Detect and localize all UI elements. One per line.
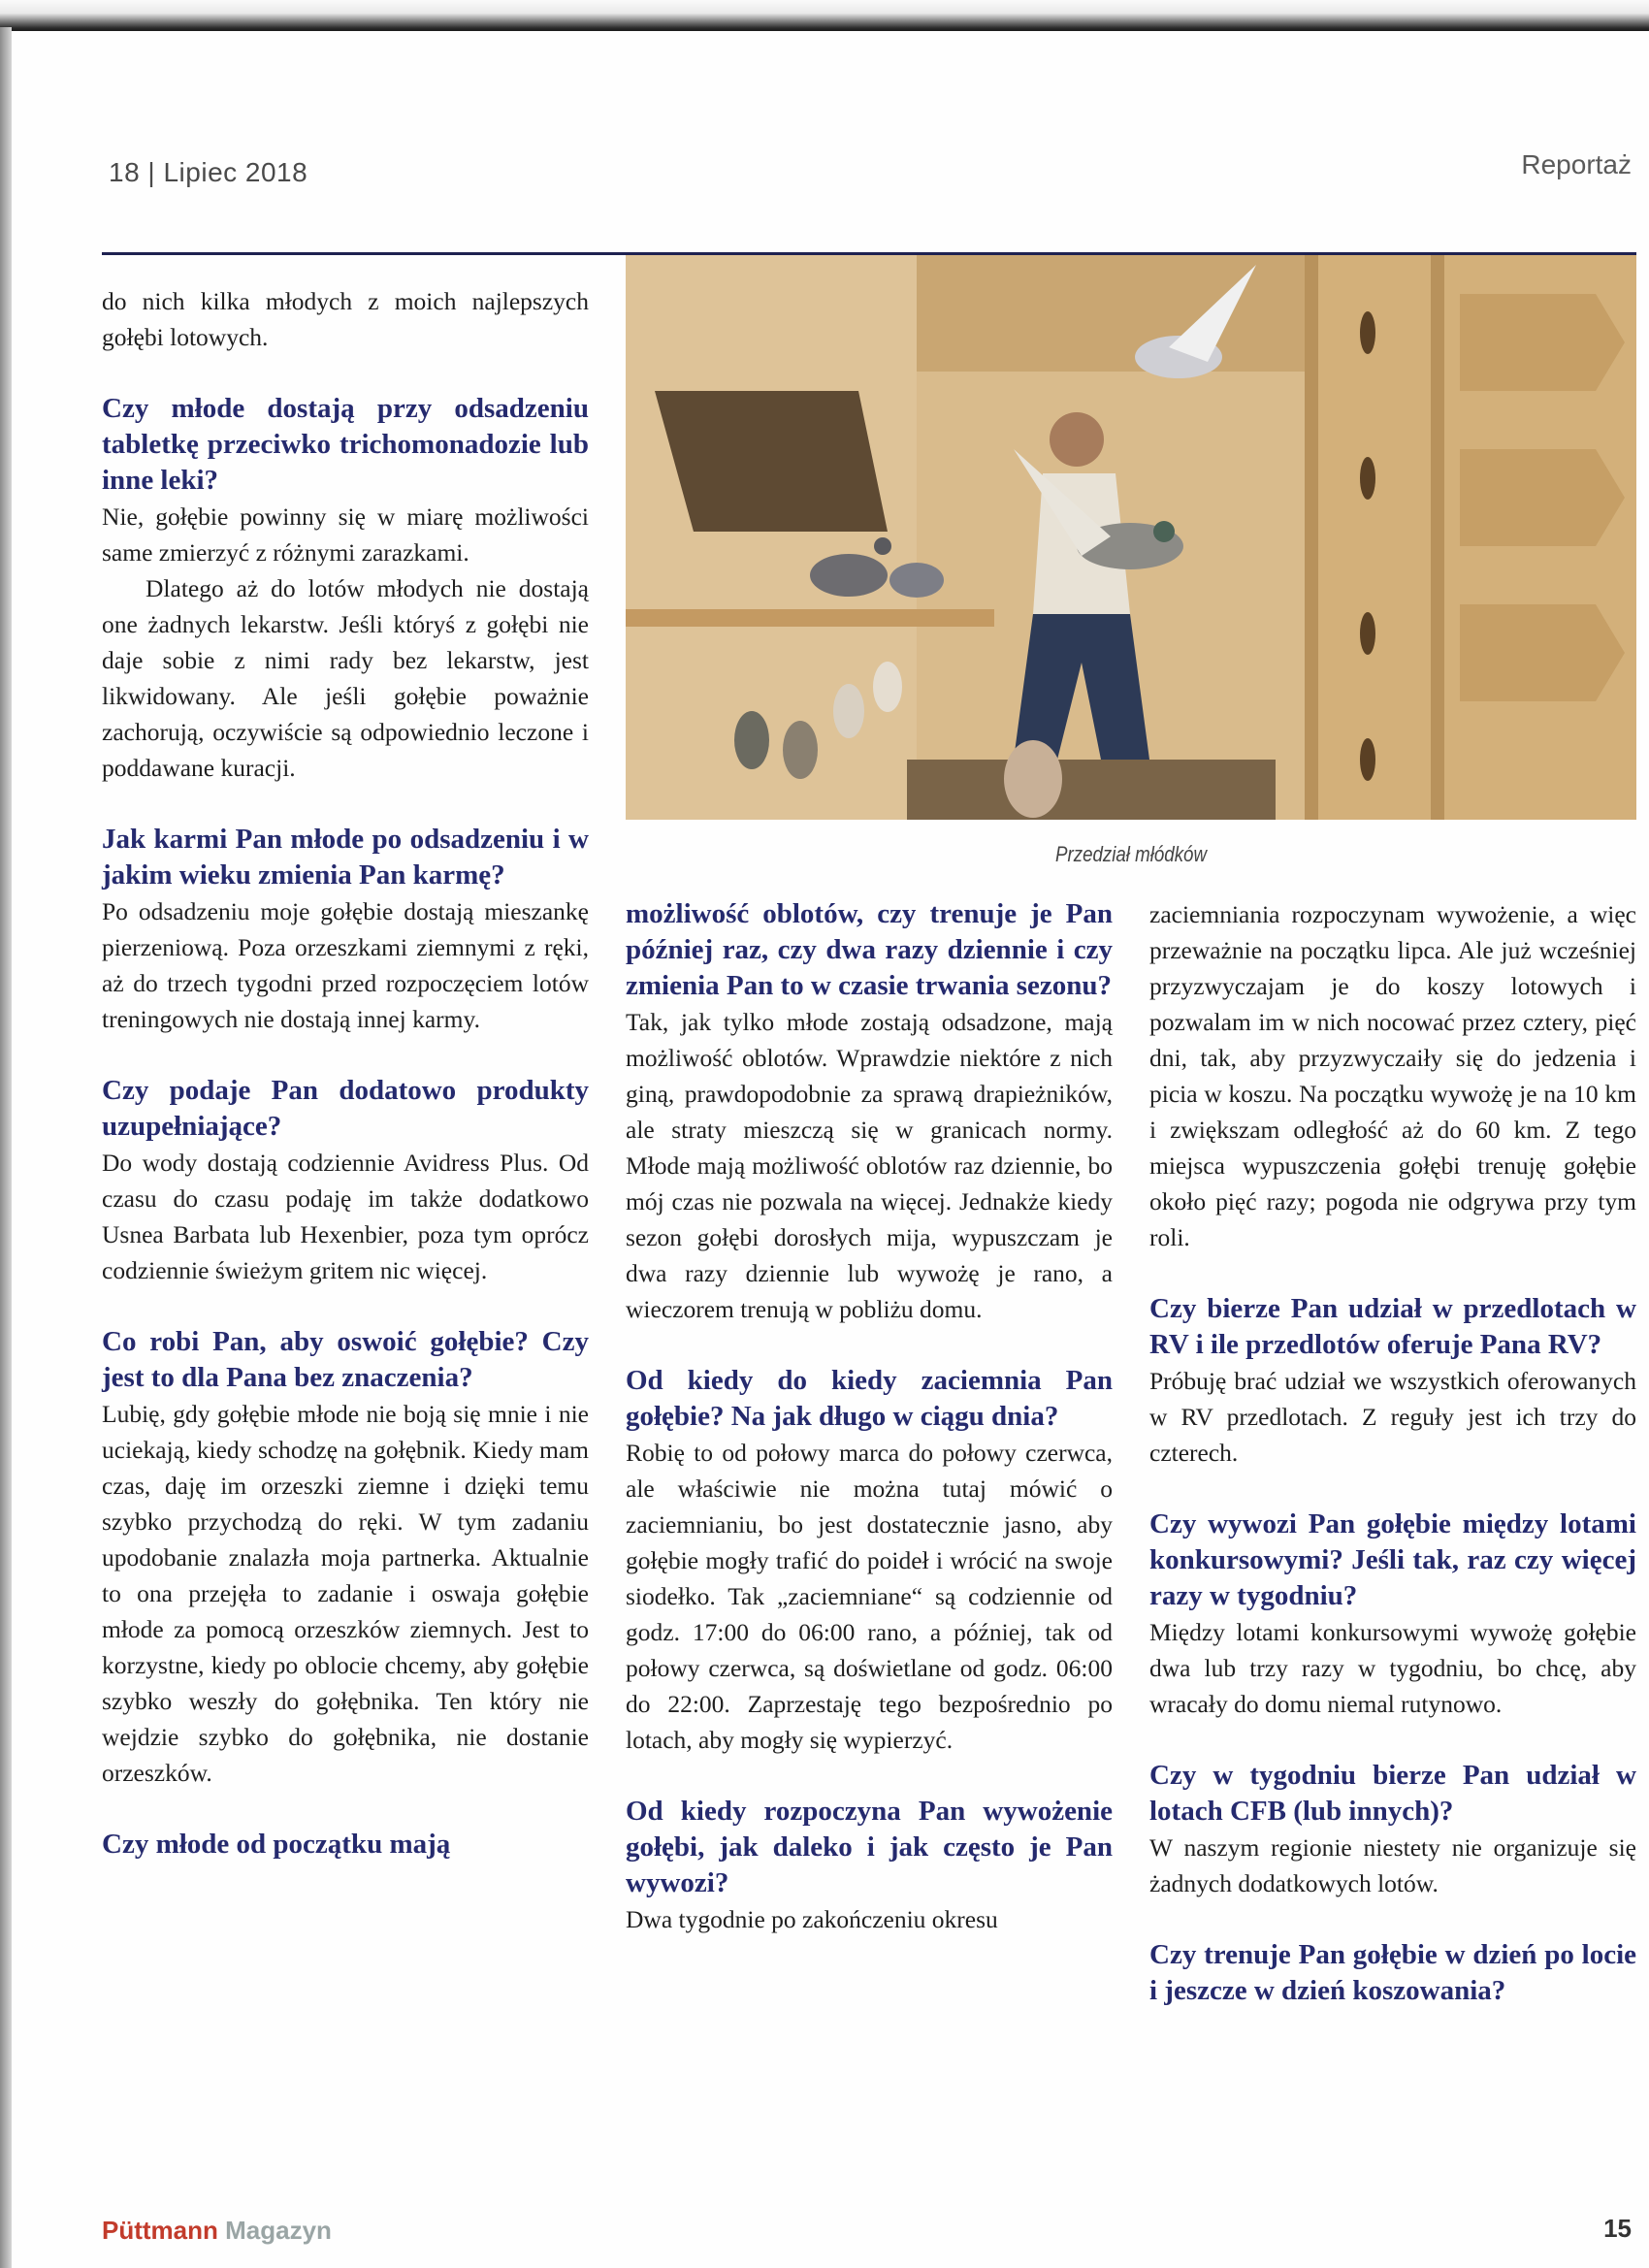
paragraph-gap xyxy=(626,1758,1113,1794)
question-heading: Od kiedy rozpoczyna Pan wywożenie gołębi, jak daleko i jak często je Pan wywozi? xyxy=(626,1796,1113,1898)
scan-edge-top xyxy=(0,0,1649,33)
paragraph-gap xyxy=(626,1327,1113,1363)
answer-paragraph: W naszym regionie niestety nie organizuje się żadnych dodatkowych lotów. xyxy=(1149,1833,1636,1897)
question-heading: Czy w tygodniu bierze Pan udział w lotach CFB (lub innych)? xyxy=(1149,1760,1636,1827)
loft-photo xyxy=(626,255,1636,820)
section-label: Reportaż xyxy=(1521,149,1632,179)
question-heading: Jak karmi Pan młode po odsadzeniu i w jakim wieku zmienia Pan karmę? xyxy=(102,824,589,891)
loft-ceiling xyxy=(917,255,1305,372)
question-heading: Czy bierze Pan udział w przedlotach w RV i ile przedlotów oferuje Pana RV? xyxy=(1149,1293,1636,1360)
paragraph-gap xyxy=(102,1288,589,1324)
paragraph-gap xyxy=(1149,1255,1636,1291)
question-heading: Czy podaje Pan dodatowo produkty uzupełniające? xyxy=(102,1075,589,1142)
issue-label: 18 | Lipiec 2018 xyxy=(109,157,308,187)
answer-paragraph: Dwa tygodnie po zakończeniu okresu xyxy=(626,1905,998,1933)
page-number: 15 xyxy=(1603,2214,1632,2243)
text-column-3 xyxy=(1149,896,1636,2009)
question-heading: Czy wywozi Pan gołębie między lotami konkursowymi? Jeśli tak, raz czy więcej razy w tygodniu? xyxy=(1149,1508,1636,1611)
paragraph-gap xyxy=(102,355,589,391)
brand-secondary: Magazyn xyxy=(225,2216,332,2245)
shelf xyxy=(626,609,994,627)
answer-paragraph: Tak, jak tylko młode zostają odsadzone, mają możliwość oblotów. Wprawdzie niektóre z nich giną, prawdopodobnie za sprawą drapieżników, ale straty mieszczą się w granicach normy. Młode mają możliwość oblotów raz dziennie, bo mój czas nie pozwala na więcej. Jednakże kiedy sezon gołębi dorosłych mija, wypuszczam je dwa razy dziennie lub wywożę je rano, a wieczorem trenują w pobliżu domu. xyxy=(626,1008,1113,1323)
answer-paragraph: zaciemniania rozpoczynam wywożenie, a więc przeważnie na początku lipca. Ale już wcześniej przyzwyczajam je do koszy lotowych i pozwalam im w nich nocować przez cztery, pięć dni, tak, aby przyzwyczaiły się do jedzenia i picia w koszu. Na początku wywożę je na 10 km i zwiększam odległość aż do 60 km. Z tego miejsca wypuszczenia gołębi trenuję gołębie około pięć razy; pogoda nie odgrywa przy tym roli. xyxy=(1149,900,1636,1251)
loft-left-wall xyxy=(626,255,917,820)
question-heading: możliwość oblotów, czy trenuje je Pan później raz, czy dwa razy dziennie i czy zmienia Pan to w czasie trwania sezonu? xyxy=(626,898,1113,1001)
answer-paragraph: do nich kilka młodych z moich najlepszych gołębi lotowych. xyxy=(102,287,589,351)
footer-brand xyxy=(102,2216,332,2246)
paragraph-gap xyxy=(102,786,589,822)
paragraph-gap xyxy=(102,1037,589,1073)
answer-paragraph: Do wody dostają codziennie Avidress Plus. Od czasu do czasu podaję im także dodatkowo Usnea Barbata lub Hexenbier, poza tym oprócz codziennie świeżym gritem nic więcej. xyxy=(102,1149,589,1284)
answer-paragraph: Między lotami konkursowymi wywożę gołębie dwa lub trzy razy w tygodniu, bo chcę, aby wracały do domu niemal rutynowo. xyxy=(1149,1618,1636,1718)
floor-grate xyxy=(907,760,1276,820)
scan-edge-left xyxy=(0,27,12,2268)
answer-paragraph: Robię to od połowy marca do połowy czerwca, ale właściwie nie można tutaj mówić o zaciemnianiu, bo jest dostatecznie jasno, aby gołębie mogły trafić do poideł i wrócić na swoje siodełko. Tak „zaciemniane“ są codziennie od godz. 17:00 do 06:00 rano, a później, tak od połowy czerwca, są doświetlane od godz. 06:00 do 22:00. Zaprzestaję tego bezpośrednio po lotach, aby mogły się wypierzyć. xyxy=(626,1439,1113,1754)
answer-paragraph: Próbuję brać udział we wszystkich oferowanych w RV przedlotach. Z reguły jest ich trzy do czterech. xyxy=(1149,1367,1636,1467)
paragraph-gap xyxy=(102,1791,589,1827)
paragraph-gap xyxy=(1149,1901,1636,1937)
answer-paragraph: Nie, gołębie powinny się w miarę możliwości same zmierzyć z różnymi zarazkami. xyxy=(102,502,589,567)
question-heading: Od kiedy do kiedy zaciemnia Pan gołębie? Na jak długo w ciągu dnia? xyxy=(626,1365,1113,1432)
answer-paragraph: Po odsadzeniu moje gołębie dostają mieszankę pierzeniową. Poza orzeszkami ziemnymi z ręki, aż do trzech tygodni przed rozpoczęciem lotów treningowych nie dostają innej karmy. xyxy=(102,897,589,1033)
answer-paragraph: Lubię, gdy gołębie młode nie boją się mnie i nie uciekają, kiedy schodzę na gołębnik. Kiedy mam czas, daję im orzeszki ziemne i dzięki temu szybko przychodzą do ręki. W tym zadaniu upodobanie znalazła moja partnerka. Aktualnie to ona przejęła to zadanie i oswaja gołębie młode za pomocą orzeszków ziemnych. Jest to korzystne, kiedy po oblocie chcemy, aby gołębie szybko weszły do gołębnika. Ten który nie wejdzie szybko do gołębnika, nie dostanie orzeszków. xyxy=(102,1400,589,1787)
text-column-1 xyxy=(102,283,589,1863)
paragraph-gap xyxy=(1149,1471,1636,1507)
answer-paragraph: Dlatego aż do lotów młodych nie dostają one żadnych lekarstw. Jeśli któryś z gołębi nie daje sobie z nimi rady bez lekarstw, jest likwidowany. Ale jeśli gołębie poważnie zachorują, oczywiście są odpowiednio leczone i poddawane kuracji. xyxy=(102,574,589,782)
brand-primary: Püttmann xyxy=(102,2216,218,2245)
photo-caption: Przedział młódków xyxy=(1055,842,1207,866)
question-heading: Co robi Pan, aby oswoić gołębie? Czy jest to dla Pana bez znaczenia? xyxy=(102,1326,589,1393)
question-heading: Czy trenuje Pan gołębie w dzień po locie i jeszcze w dzień koszowania? xyxy=(1149,1939,1636,2006)
loft-photo-illustration xyxy=(626,255,1636,820)
paragraph-gap xyxy=(1149,1722,1636,1758)
text-column-2 xyxy=(626,896,1113,1937)
perch-board xyxy=(655,391,888,532)
question-heading: Czy młode od początku mają xyxy=(102,1829,451,1860)
nest-boxes xyxy=(1305,255,1636,820)
question-heading: Czy młode dostają przy odsadzeniu tabletkę przeciwko trichomonadozie lub inne leki? xyxy=(102,393,589,496)
